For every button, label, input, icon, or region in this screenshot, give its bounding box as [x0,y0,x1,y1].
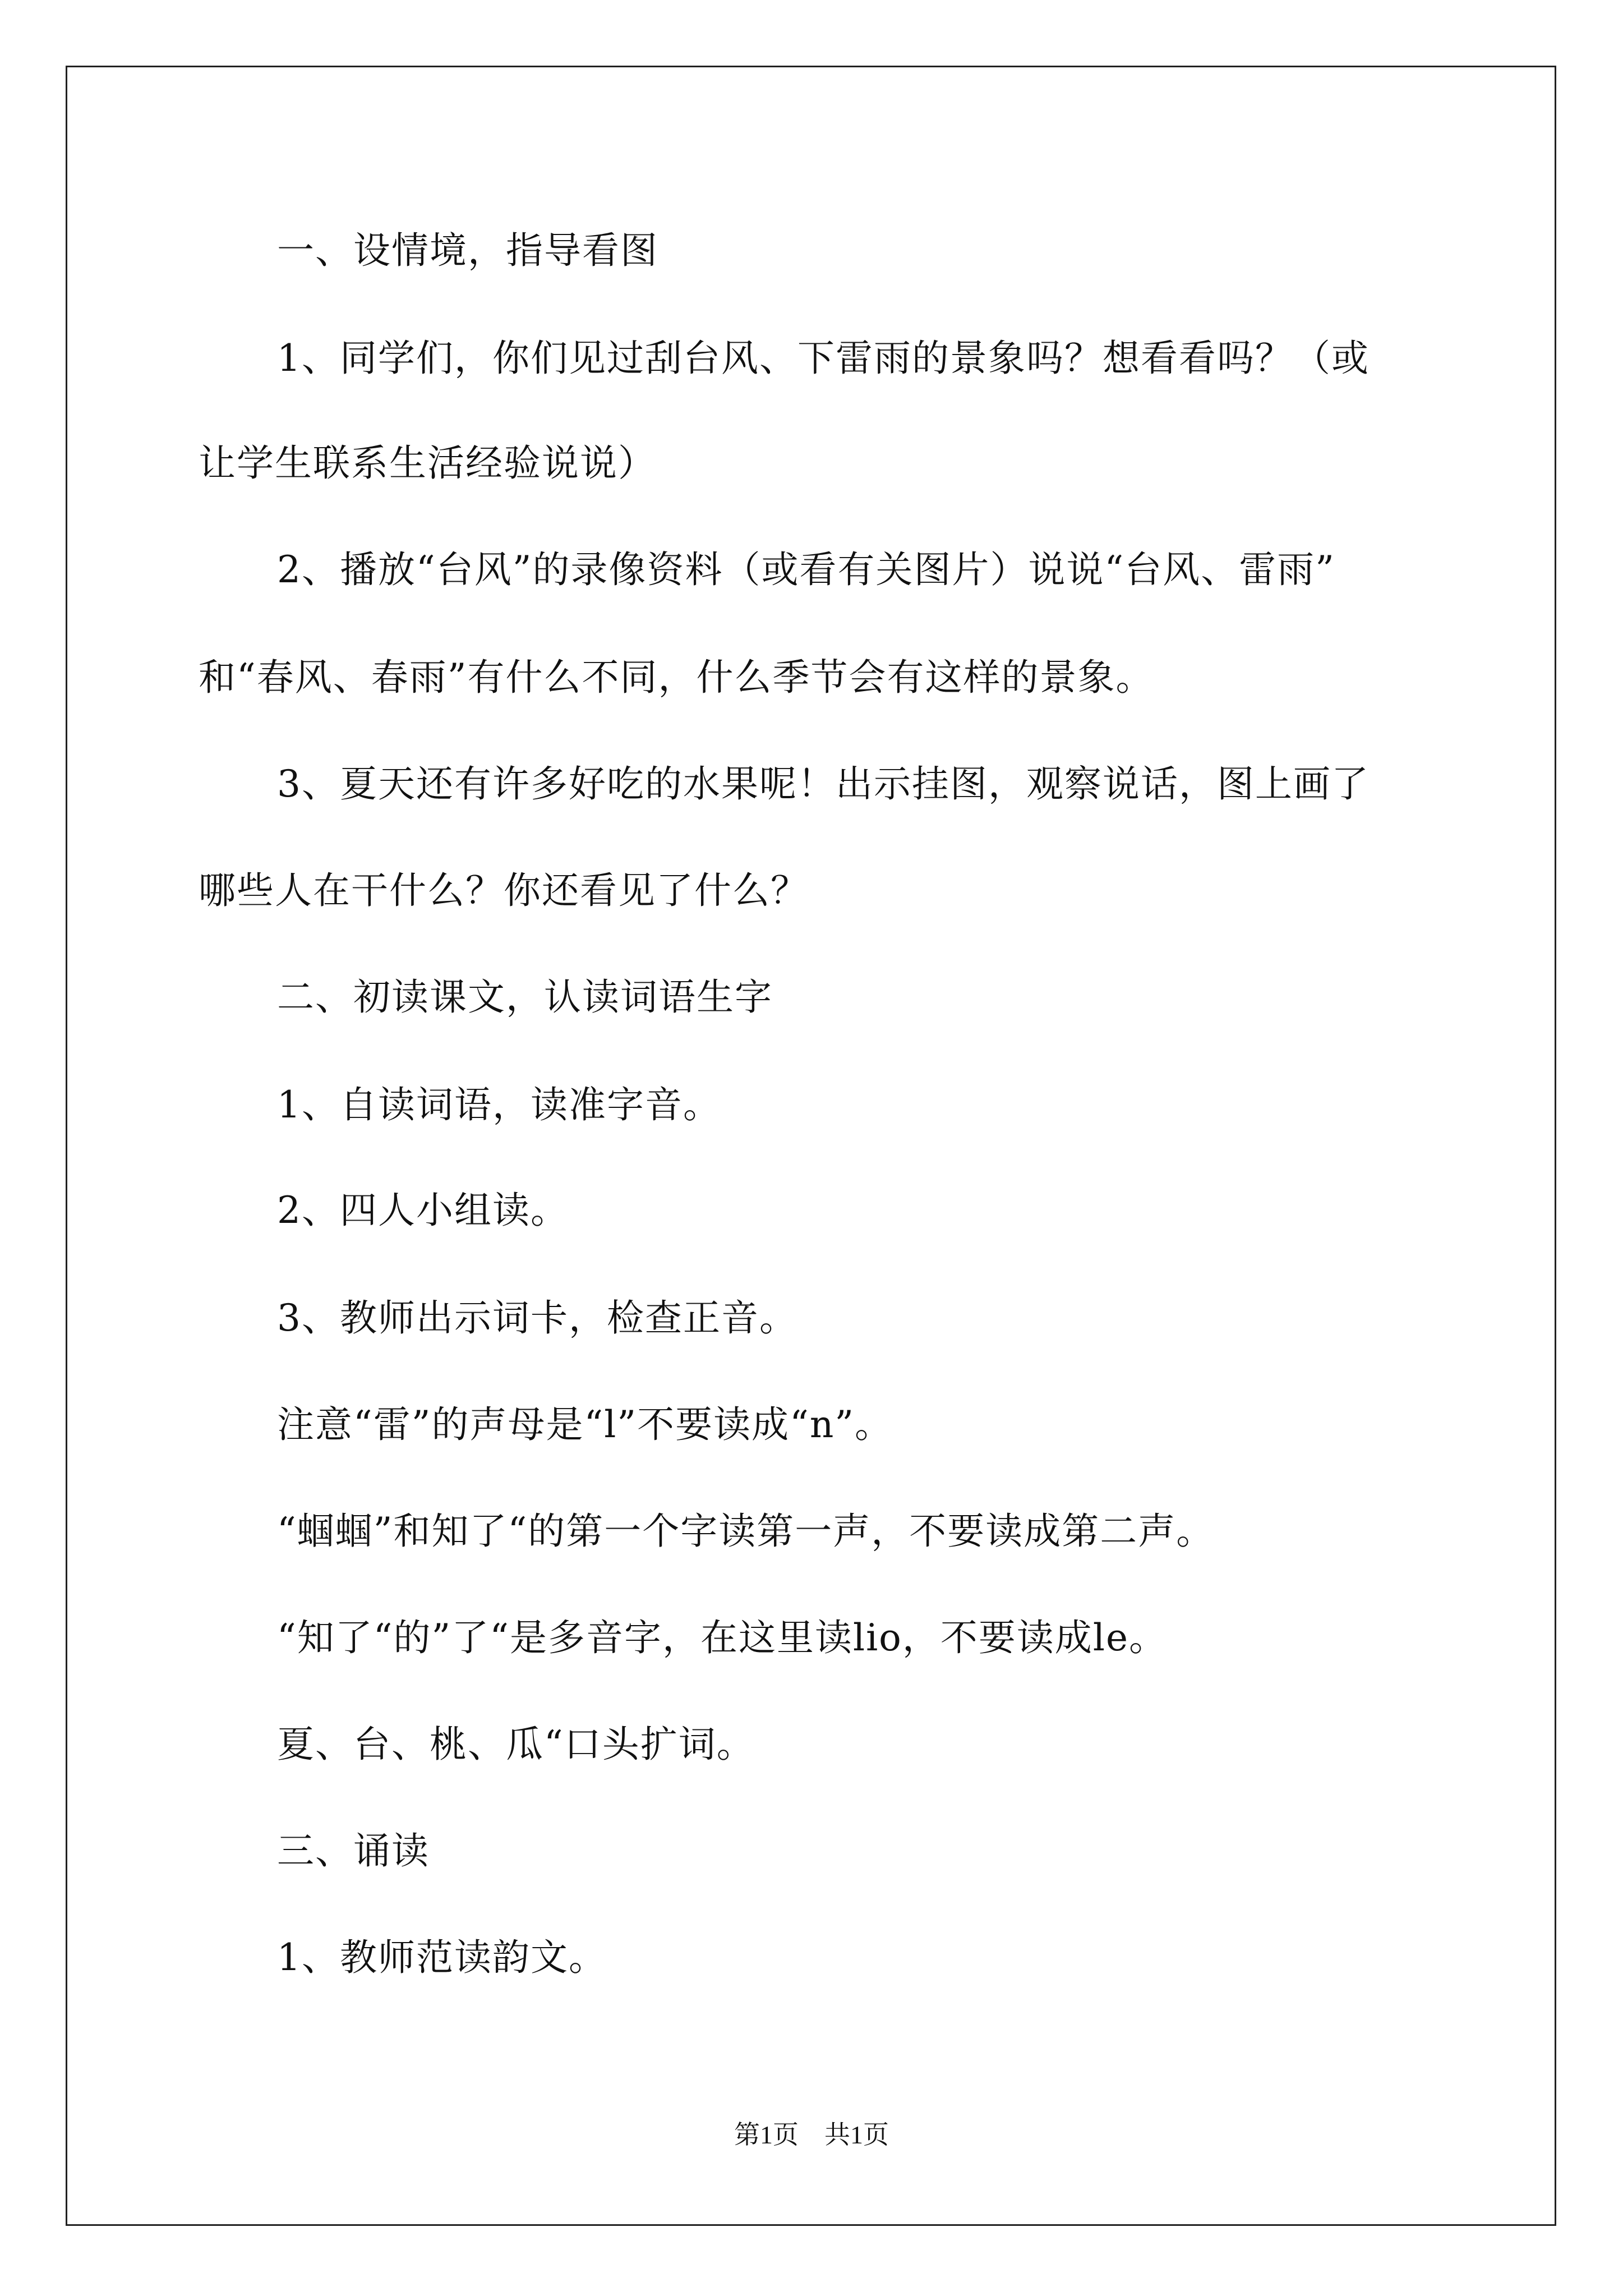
heading-section-three: 三、诵读 [277,1829,430,1872]
page-border [66,66,1556,2226]
page-footer: 第1页 共1页 [734,2120,889,2149]
paragraph-line: 1、同学们，你们见过刮台风、下雷雨的景象吗？想看看吗？（或 [277,337,1370,380]
paragraph-line: 夏、台、桃、瓜“口头扩词。 [277,1723,755,1766]
paragraph-line: 2、播放“台风”的录像资料（或看有关图片）说说“台风、雷雨” [277,548,1335,591]
paragraph-line: 2、四人小组读。 [277,1189,569,1232]
paragraph-line: 让学生联系生活经验说说） [199,441,656,485]
paragraph-line: 和“春风、春雨”有什么不同，什么季节会有这样的景象。 [199,656,1154,699]
paragraph-line: 注意“雷”的声母是“l”不要读成“n”。 [277,1403,893,1446]
heading-section-one: 一、设情境，指导看图 [277,229,658,272]
paragraph-line: 1、自读词语，读准字音。 [277,1083,721,1126]
paragraph-line: “蝈蝈”和知了“的第一个字读第一声，不要读成第二声。 [277,1510,1215,1553]
heading-section-two: 二、初读课文，认读词语生字 [277,976,773,1019]
paragraph-line: 1、教师范读韵文。 [277,1936,607,1979]
paragraph-line: 哪些人在干什么？你还看见了什么？ [199,869,809,912]
paragraph-line: 3、夏天还有许多好吃的水果呢！出示挂图，观察说话，图上画了 [277,762,1370,806]
paragraph-line: 3、教师出示词卡，检查正音。 [277,1296,797,1340]
paragraph-line: “知了“的”了“是多音字，在这里读lio，不要读成le。 [277,1616,1168,1659]
